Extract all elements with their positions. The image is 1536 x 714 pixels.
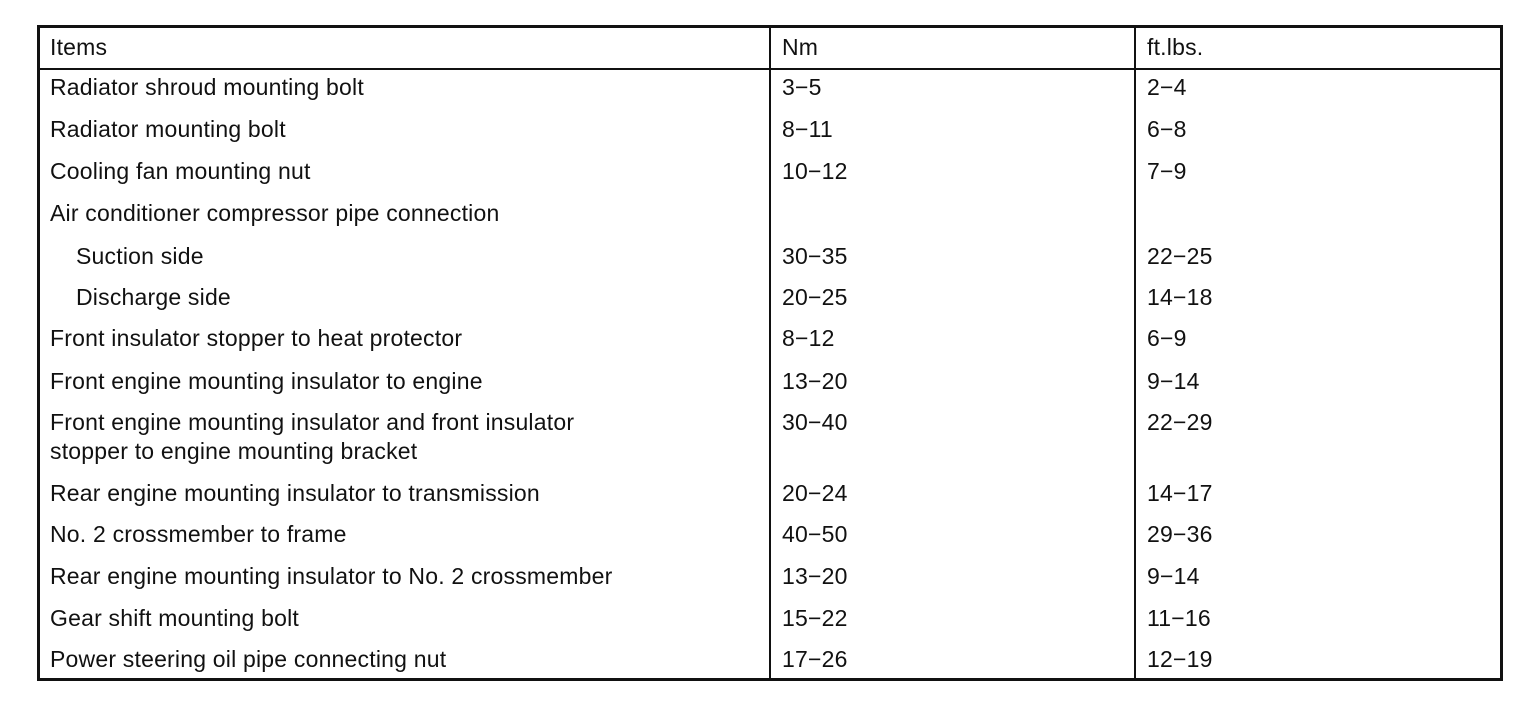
row-nm: 15−22 bbox=[782, 605, 848, 631]
row-nm: 20−25 bbox=[782, 284, 848, 310]
row-item-group-heading: Air conditioner compressor pipe connection bbox=[50, 200, 500, 226]
row-nm: 13−20 bbox=[782, 368, 848, 394]
row-item-continuation: stopper to engine mounting bracket bbox=[50, 438, 418, 464]
header-nm: Nm bbox=[782, 34, 819, 60]
row-item: Rear engine mounting insulator to transmission bbox=[50, 480, 540, 506]
header-ftlbs: ft.lbs. bbox=[1147, 34, 1204, 60]
row-nm: 13−20 bbox=[782, 563, 848, 589]
row-nm: 8−11 bbox=[782, 116, 833, 142]
row-nm: 30−40 bbox=[782, 409, 848, 435]
row-ftlbs: 14−17 bbox=[1147, 480, 1213, 506]
row-ftlbs: 22−29 bbox=[1147, 409, 1213, 435]
header-divider bbox=[40, 68, 1500, 70]
row-ftlbs: 9−14 bbox=[1147, 368, 1200, 394]
row-item: Radiator mounting bolt bbox=[50, 116, 286, 142]
row-ftlbs: 11−16 bbox=[1147, 605, 1211, 631]
row-nm: 40−50 bbox=[782, 521, 848, 547]
row-item: Cooling fan mounting nut bbox=[50, 158, 311, 184]
row-item: Front insulator stopper to heat protector bbox=[50, 325, 463, 351]
row-nm: 8−12 bbox=[782, 325, 835, 351]
row-item-sub: Discharge side bbox=[76, 284, 231, 310]
row-ftlbs: 12−19 bbox=[1147, 646, 1213, 672]
column-divider-ftlbs bbox=[1134, 28, 1136, 678]
row-ftlbs: 6−9 bbox=[1147, 325, 1187, 351]
header-items: Items bbox=[50, 34, 108, 60]
row-ftlbs: 22−25 bbox=[1147, 243, 1213, 269]
row-nm: 3−5 bbox=[782, 74, 822, 100]
row-nm: 10−12 bbox=[782, 158, 848, 184]
row-item: Rear engine mounting insulator to No. 2 crossmember bbox=[50, 563, 613, 589]
row-ftlbs: 29−36 bbox=[1147, 521, 1213, 547]
row-nm: 17−26 bbox=[782, 646, 848, 672]
column-divider-nm bbox=[769, 28, 771, 678]
row-item: No. 2 crossmember to frame bbox=[50, 521, 347, 547]
row-ftlbs: 7−9 bbox=[1147, 158, 1187, 184]
row-item: Radiator shroud mounting bolt bbox=[50, 74, 364, 100]
row-item: Gear shift mounting bolt bbox=[50, 605, 299, 631]
row-ftlbs: 9−14 bbox=[1147, 563, 1200, 589]
row-nm: 30−35 bbox=[782, 243, 848, 269]
row-ftlbs: 2−4 bbox=[1147, 74, 1187, 100]
row-item: Front engine mounting insulator and front insulator bbox=[50, 409, 575, 435]
row-ftlbs: 14−18 bbox=[1147, 284, 1213, 310]
row-item: Power steering oil pipe connecting nut bbox=[50, 646, 447, 672]
row-item-sub: Suction side bbox=[76, 243, 204, 269]
torque-spec-table bbox=[37, 25, 1503, 681]
row-item: Front engine mounting insulator to engine bbox=[50, 368, 483, 394]
row-nm: 20−24 bbox=[782, 480, 848, 506]
row-ftlbs: 6−8 bbox=[1147, 116, 1187, 142]
